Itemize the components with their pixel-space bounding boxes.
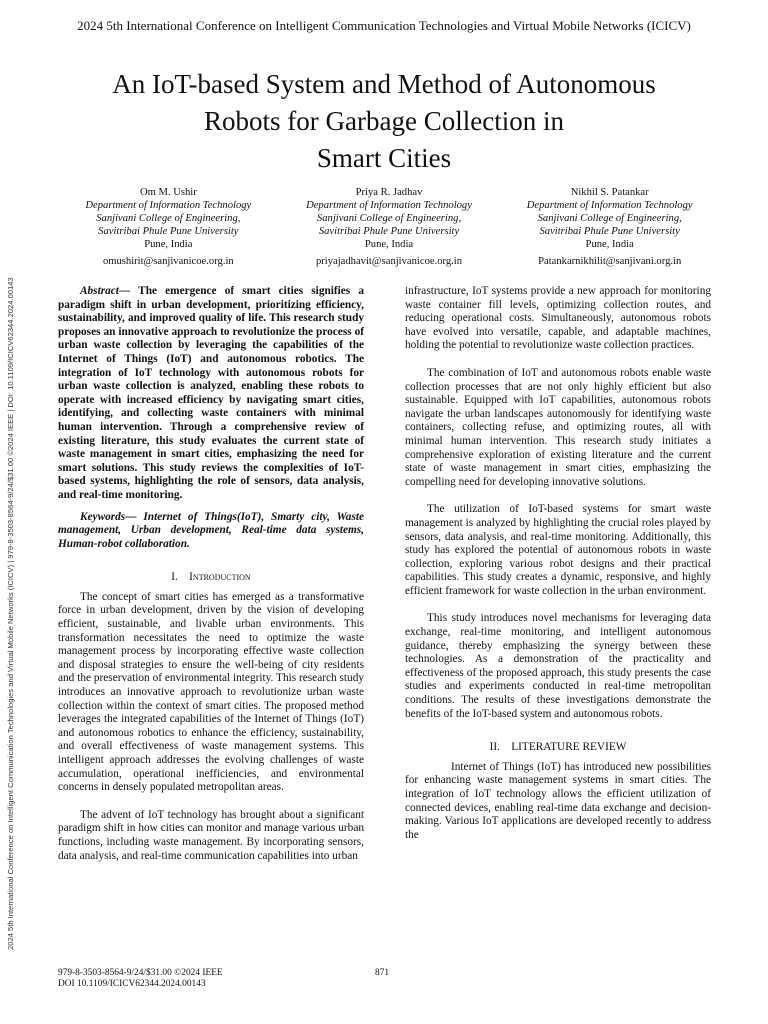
author-univ: Savitribai Phule Pune University <box>539 226 680 237</box>
section-heading-introduction <box>58 571 364 585</box>
paragraph: The utilization of IoT-based systems for smart waste management is analyzed by highlighting the crucial roles played by sensors, data analysis, and real-time monitoring. Additionally, this study has explored the potential of autonomous robots in waste collection, exploring various robot designs and their practical capabilities. This study creates a dynamic, responsive, and highly efficient framework for waste collection in the urban environment. <box>405 503 711 597</box>
author-location: Pune, India <box>144 239 193 250</box>
left-column <box>58 285 364 863</box>
abstract <box>58 285 364 503</box>
author-dept: Department of Information Technology <box>526 200 693 211</box>
paragraph: Internet of Things (IoT) has introduced new possibilities for enhancing waste management systems in smart cities. The integration of IoT technology allows the efficient utilization of connected devices, enabling real-time data exchange and decision-making. Various IoT applications are developed recently to address the <box>405 760 711 841</box>
right-column <box>405 285 711 842</box>
author-name: Nikhil S. Patankar <box>570 187 649 198</box>
title-line-3: Smart Cities <box>316 143 452 173</box>
author-3 <box>499 186 720 268</box>
paragraph: The combination of IoT and autonomous robots enable waste collection processes that are not only highly efficient but also sustainable. Equipped with IoT capabilities, autonomous robots navigate the urban landscapes autonomously for identifying waste containers, collecting refuse, and optimizing routes, all with minimal human intervention. This research study initiates a comprehensive exploration of existing literature and the current state of waste management in smart cities, emphasizing the compelling need for developing innovative solutions. <box>405 366 711 488</box>
sidebar-citation <box>6 160 20 950</box>
paper-title <box>40 66 728 177</box>
section-number: II. <box>489 741 500 754</box>
author-block <box>58 186 720 268</box>
paragraph: This study introduces novel mechanisms for leveraging data exchange, real-time monitoring, and intelligent autonomous guidance, thereby emphasizing the synergy between these technologies. As a demonstration of the practicality and effectiveness of the proposed approach, this study presents the case studies and experiments conducted in real-time metropolitan conditions. The results of these investigations demonstrate the benefits of the IoT-based system and autonomous robots. <box>405 612 711 720</box>
page-footer <box>58 968 223 990</box>
keywords-label: Keywords— <box>80 510 137 523</box>
keywords <box>58 511 364 552</box>
author-college: Sanjivani College of Engineering, <box>96 213 241 224</box>
author-univ: Savitribai Phule Pune University <box>318 226 460 237</box>
author-dept: Department of Information Technology <box>85 200 252 211</box>
author-college: Sanjivani College of Engineering, <box>537 213 682 224</box>
author-univ: Savitribai Phule Pune University <box>98 226 239 237</box>
author-1 <box>58 186 279 268</box>
abstract-label: Abstract— <box>80 285 131 297</box>
author-name: Om M. Ushir <box>139 187 197 198</box>
author-location: Pune, India <box>585 239 634 250</box>
keywords-text: Internet of Things(IoT), Smarty city, Waste management, Urban development, Real-time data systems, Human-robot collaboration. <box>58 510 364 550</box>
author-email[interactable]: Patankarnikhilit@sanjivani.org.in <box>538 256 682 267</box>
author-college: Sanjivani College of Engineering, <box>316 213 462 224</box>
author-2 <box>279 186 500 268</box>
author-name: Priya R. Jadhav <box>355 187 423 198</box>
section-title: LITERATURE REVIEW <box>511 741 627 754</box>
title-line-1: An IoT-based System and Method of Autonomous <box>112 69 656 99</box>
paragraph: infrastructure, IoT systems provide a new approach for monitoring waste container fill levels, optimizing collection routes, and reducing operational costs. Simultaneously, autonomous robots have evolved into versatile, capable, and adaptable machines, holding the potential to revolutionize waste collection practices. <box>405 285 711 352</box>
abstract-text: The emergence of smart cities signifies a paradigm shift in urban development, prioritizing efficiency, sustainability, and improved quality of life. This research study proposes an innovative approach to revolutionize the process of urban waste collection by leveraging the capabilities of the Internet of Things (IoT) and autonomous robotics. The integration of IoT technology with autonomous robots for urban waste collection is analyzed, enabling these robots to operate with increased efficiency by navigating smart cities, identifying, and collecting waste containers with minimal human intervention. Through a comprehensive review of existing literature, this study evaluates the current state of waste management in smart cities, emphasizing the need for smart solutions. This study reviews the complexities of IoT-based systems, highlighting the role of sensors, data analysis, and real-time monitoring. <box>58 285 364 501</box>
section-title: Introduction <box>189 571 251 584</box>
paragraph: The concept of smart cities has emerged as a transformative force in urban development, driven by the vision of developing efficient, sustainable, and livable urban environments. This transformation necessitates the need to optimize the waste management process by incorporating effective waste collection and disposal strategies to ensure the well-being of city residents and the preservation of environmental integrity. This research study introduces an innovative approach to revolutionize urban waste collection within the context of smart cities. The proposed method leverages the integrated capabilities of the Internet of Things (IoT) and autonomous robotics to enhance the efficiency, sustainability, and overall effectiveness of waste management systems. This intelligent approach addresses the evolving challenges of waste accumulation, operational inefficiencies, and environmental concerns in densely populated metropolitan areas. <box>58 590 364 794</box>
section-number: I. <box>171 571 178 584</box>
footer-doi: DOI 10.1109/ICICV62344.2024.00143 <box>58 979 206 989</box>
page-number: 871 <box>375 968 390 978</box>
sidebar-citation-text: 2024 5th International Conference on Intelligent Communication Technologies and Virtual Mobile Networks (ICICV) | 979-8-3503-8564-9/24/$31.00 ©2024 IEEE | DOI: 10.1109/ICICV62344.2024.00143 <box>6 277 15 950</box>
paragraph: The advent of IoT technology has brought about a significant paradigm shift in how cities can monitor and manage various urban functions, including waste management. By incorporating sensors, data analysis, and real-time communication capabilities into urban <box>58 808 364 862</box>
title-line-2: Robots for Garbage Collection in <box>204 106 564 136</box>
author-location: Pune, India <box>364 239 414 250</box>
conference-header: 2024 5th International Conference on Intelligent Communication Technologies and Virtual Mobile Networks (ICICV) <box>77 18 691 33</box>
footer-isbn: 979-8-3503-8564-9/24/$31.00 ©2024 IEEE <box>58 968 223 978</box>
author-email[interactable]: priyajadhavit@sanjivanicoe.org.in <box>315 256 463 267</box>
section-heading-literature-review <box>405 741 711 755</box>
author-email[interactable]: omushirit@sanjivanicoe.org.in <box>102 256 234 267</box>
author-dept: Department of Information Technology <box>306 200 472 211</box>
